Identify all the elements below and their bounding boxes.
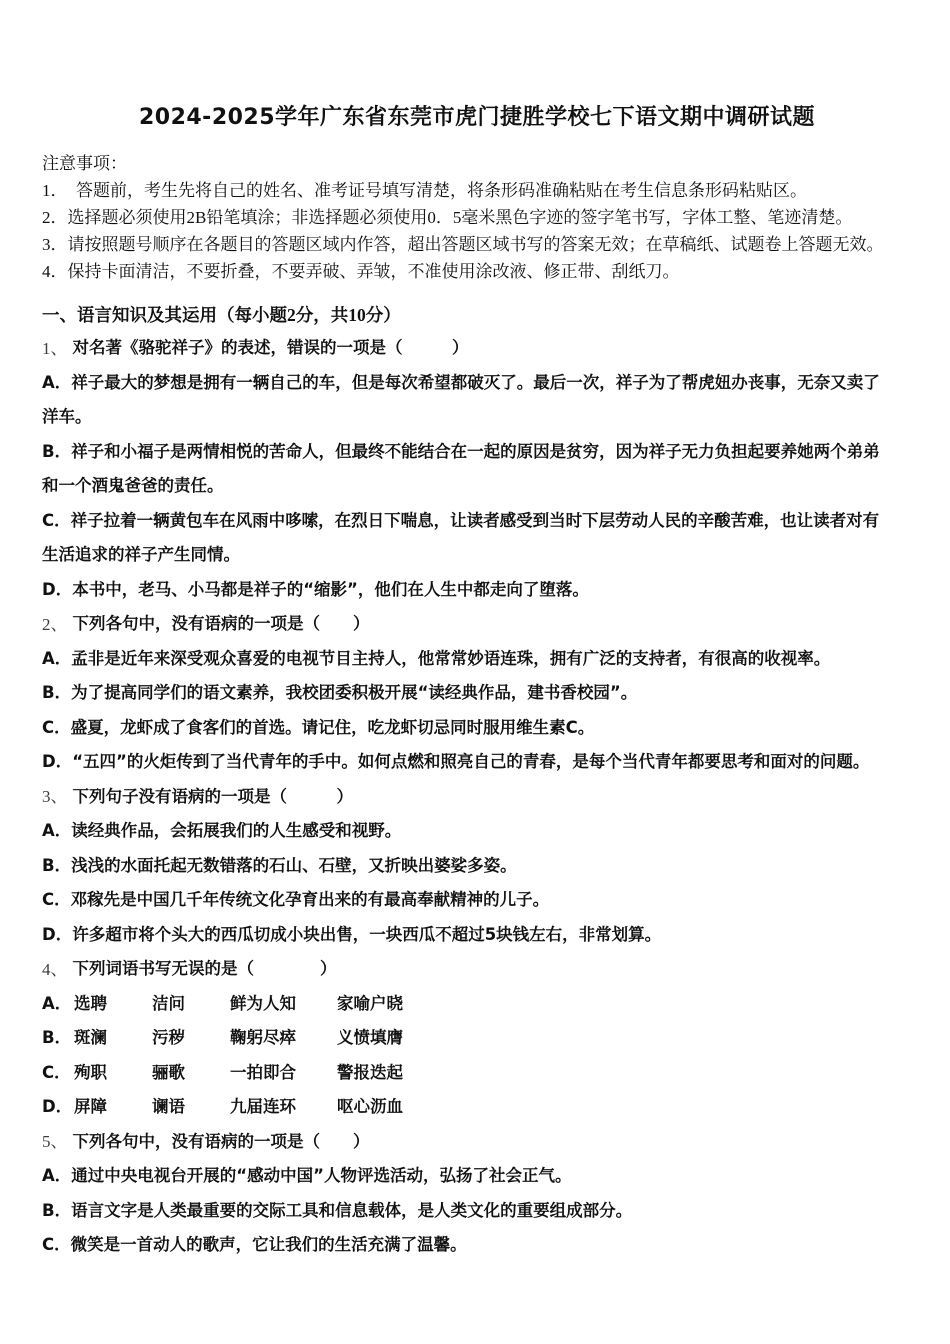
option-line: A．通过中央电视台开展的“感动中国”人物评选活动，弘扬了社会正气。 — [42, 1166, 572, 1186]
word-cell: 选聘 — [74, 993, 107, 1013]
word-cell: 警报迭起 — [337, 1062, 403, 1082]
question-number: 2、 — [42, 614, 68, 634]
notice-item: 1． 答题前，考生先将自己的姓名、准考证号填写清楚，将条形码准确粘贴在考生信息条形码粘贴区。 — [42, 181, 807, 200]
option-line: 和一个酒鬼爸爸的责任。 — [42, 476, 224, 496]
option-line: B．语言文字是人类最重要的交际工具和信息载体，是人类文化的重要组成部分。 — [42, 1200, 633, 1220]
option-line: D．许多超市将个头大的西瓜切成小块出售，一块西瓜不超过5块钱左右，非常划算。 — [42, 924, 662, 944]
word-cell: 呕心沥血 — [337, 1097, 403, 1117]
option-letter: C． — [42, 1062, 71, 1082]
question-stem — [42, 950, 922, 985]
option-line: A．读经典作品，会拓展我们的人生感受和视野。 — [42, 821, 402, 841]
option-line: C．盛夏，龙虾成了食客们的首选。请记住，吃龙虾切忌同时服用维生素C。 — [42, 717, 595, 737]
question-1 — [42, 329, 922, 605]
option-word-row — [42, 1054, 922, 1089]
word-cell: 屏障 — [74, 1097, 107, 1117]
question-4 — [42, 950, 922, 1123]
word-cell: 义愤填膺 — [337, 1028, 403, 1048]
question-stem-text: 下列词语书写无误的是（ ） — [72, 959, 337, 979]
word-cell: 污秽 — [152, 1028, 185, 1048]
word-cell: 一拍即合 — [230, 1062, 296, 1082]
word-cell: 谰语 — [152, 1097, 185, 1117]
word-cell: 鞠躬尽瘁 — [230, 1028, 296, 1048]
question-number: 1、 — [42, 338, 68, 358]
question-stem-text: 下列各句中，没有语病的一项是（ ） — [72, 1131, 370, 1151]
section-heading: 一、语言知识及其运用（每小题2分，共10分） — [42, 305, 401, 325]
option-line: D．“五四”的火炬传到了当代青年的手中。如何点燃和照亮自己的青春，是每个当代青年都要思考和面对的问题。 — [42, 752, 870, 772]
word-cell: 骊歌 — [152, 1062, 185, 1082]
word-cell: 殉职 — [74, 1062, 107, 1082]
word-cell: 家喻户晓 — [337, 993, 403, 1013]
option-word-row — [42, 1088, 922, 1123]
page-title: 2024-2025学年广东省东莞市虎门捷胜学校七下语文期中调研试题 — [138, 105, 816, 130]
option-line: D．本书中，老马、小马都是祥子的“缩影”，他们在人生中都走向了堕落。 — [42, 579, 589, 599]
option-line: C．邓稼先是中国几千年传统文化孕育出来的有最高奉献精神的儿子。 — [42, 890, 550, 910]
question-3 — [42, 778, 922, 951]
question-stem — [42, 778, 922, 813]
notice-item: 4．保持卡面清洁，不要折叠，不要弄破、弄皱，不准使用涂改液、修正带、刮纸刀。 — [42, 262, 680, 281]
option-line: B．为了提高同学们的语文素养，我校团委积极开展“读经典作品，建书香校园”。 — [42, 683, 638, 703]
question-5 — [42, 1123, 922, 1261]
option-line: B．祥子和小福子是两情相悦的苦命人，但最终不能结合在一起的原因是贫穷，因为祥子无力负担起要养她两个弟弟 — [42, 441, 880, 461]
question-stem — [42, 329, 922, 364]
notice-heading: 注意事项： — [42, 154, 127, 173]
option-word-row — [42, 1019, 922, 1054]
option-word-row — [42, 985, 922, 1020]
option-line: A．祥子最大的梦想是拥有一辆自己的车，但是每次希望都破灭了。最后一次，祥子为了帮虎妞办丧事，无奈又卖了 — [42, 372, 880, 392]
word-cell: 斑澜 — [74, 1028, 107, 1048]
notice-section — [42, 148, 922, 283]
option-line: 生活追求的祥子产生同情。 — [42, 545, 240, 565]
question-stem-text: 下列各句中，没有语病的一项是（ ） — [72, 614, 370, 634]
option-line: A．孟非是近年来深受观众喜爱的电视节目主持人，他常常妙语连珠，拥有广泛的支持者，有很高的收视率。 — [42, 648, 831, 668]
word-cell: 九届连环 — [230, 1097, 296, 1117]
notice-item: 3．请按照题号顺序在各题目的答题区域内作答，超出答题区域书写的答案无效；在草稿纸、试题卷上答题无效。 — [42, 235, 884, 254]
question-number: 3、 — [42, 787, 68, 807]
word-cell: 鲜为人知 — [230, 993, 296, 1013]
option-line: C．祥子拉着一辆黄包车在风雨中哆嗦，在烈日下喘息，让读者感受到当时下层劳动人民的辛酸苦难，也让读者对有 — [42, 510, 880, 530]
option-letter: B． — [42, 1028, 72, 1048]
option-letter: A． — [42, 993, 72, 1013]
question-stem-text: 对名著《骆驼祥子》的表述，错误的一项是（ ） — [72, 338, 469, 358]
option-line: B．浅浅的水面托起无数错落的石山、石壁，又折映出婆娑多姿。 — [42, 855, 517, 875]
question-number: 5、 — [42, 1132, 68, 1152]
question-stem — [42, 1123, 922, 1158]
question-stem-text: 下列句子没有语病的一项是（ ） — [72, 786, 353, 806]
option-letter: D． — [42, 1097, 73, 1117]
option-line: C．微笑是一首动人的歌声，它让我们的生活充满了温馨。 — [42, 1235, 467, 1255]
question-2 — [42, 605, 922, 778]
question-stem — [42, 605, 922, 640]
word-cell: 洁问 — [152, 993, 185, 1013]
notice-item: 2．选择题必须使用2B铅笔填涂；非选择题必须使用0．5毫米黑色字迹的签字笔书写，字体工整、笔迹清楚。 — [42, 208, 853, 227]
question-number: 4、 — [42, 959, 68, 979]
option-line: 洋车。 — [42, 407, 92, 427]
